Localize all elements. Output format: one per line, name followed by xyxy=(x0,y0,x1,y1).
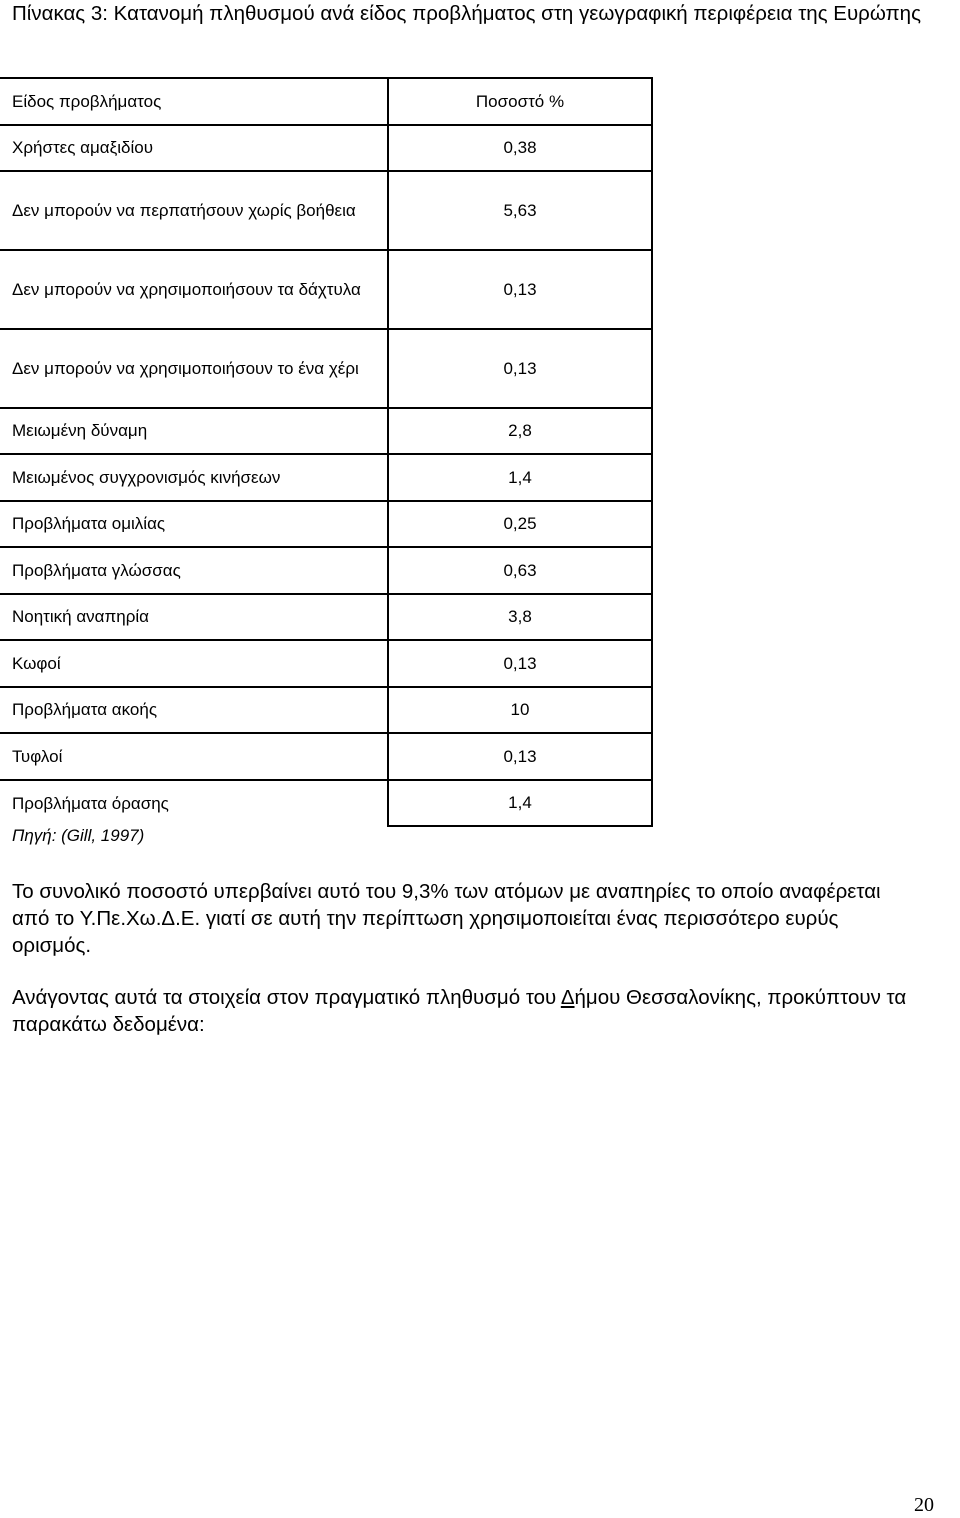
header-percent: Ποσοστό % xyxy=(388,78,652,125)
row-percent: 2,8 xyxy=(388,408,652,454)
table-row xyxy=(0,547,652,594)
row-type: Μειωμένη δύναμη xyxy=(0,408,388,454)
row-type: Κωφοί xyxy=(0,640,388,687)
disability-table xyxy=(0,77,653,827)
table-row xyxy=(0,125,652,171)
table-row xyxy=(0,329,652,408)
row-percent: 0,13 xyxy=(388,733,652,780)
row-percent: 0,13 xyxy=(388,250,652,329)
row-type: Μειωμένος συγχρονισμός κινήσεων xyxy=(0,454,388,501)
table-caption: Πίνακας 3: Κατανομή πληθυσμού ανά είδος προβλήματος στη γεωγραφική περιφέρεια της Ευρώπης xyxy=(12,2,921,25)
row-type: Προβλήματα όρασης xyxy=(0,780,388,826)
row-type: Δεν μπορούν να χρησιμοποιήσουν το ένα χέρι xyxy=(0,329,388,408)
row-type: Δεν μπορούν να χρησιμοποιήσουν τα δάχτυλα xyxy=(0,250,388,329)
table-row xyxy=(0,687,652,733)
paragraph-text-before: Ανάγοντας αυτά τα στοιχεία στον πραγματικό πληθυσμό του xyxy=(12,986,561,1009)
row-type: Προβλήματα γλώσσας xyxy=(0,547,388,594)
table-header-row xyxy=(0,78,652,125)
row-type: Προβλήματα ομιλίας xyxy=(0,501,388,547)
paragraph-text-after: ήμου Θεσσαλονίκης, προκύπτουν τα παρακάτω δεδομένα: xyxy=(12,986,907,1036)
paragraph-text-underlined: Δ xyxy=(560,986,575,1009)
row-percent: 1,4 xyxy=(388,780,652,826)
table-row xyxy=(0,250,652,329)
table-row xyxy=(0,171,652,250)
paragraph-total-note: Το συνολικό ποσοστό υπερβαίνει αυτό του 9,3% των ατόμων με αναπηρίες το οποίο αναφέρεται από το Υ.Πε.Χω.Δ.Ε. γιατί σε αυτή την περίπτωση χρησιμοποιείται ένας περισσότερο ευρύς ορισμός. xyxy=(12,880,881,957)
table-row xyxy=(0,501,652,547)
table-row xyxy=(0,594,652,640)
row-percent: 10 xyxy=(388,687,652,733)
row-percent: 0,63 xyxy=(388,547,652,594)
row-type: Προβλήματα ακοής xyxy=(0,687,388,733)
row-percent: 1,4 xyxy=(388,454,652,501)
row-type: Δεν μπορούν να περπατήσουν χωρίς βοήθεια xyxy=(0,171,388,250)
page-number: 20 xyxy=(914,1494,934,1516)
table-row xyxy=(0,780,652,826)
row-percent: 0,13 xyxy=(388,640,652,687)
table-row xyxy=(0,454,652,501)
row-type: Νοητική αναπηρία xyxy=(0,594,388,640)
row-percent: 0,38 xyxy=(388,125,652,171)
row-percent: 5,63 xyxy=(388,171,652,250)
row-percent: 3,8 xyxy=(388,594,652,640)
table-row xyxy=(0,733,652,780)
row-percent: 0,13 xyxy=(388,329,652,408)
table-source: Πηγή: (Gill, 1997) xyxy=(12,826,145,845)
row-type: Τυφλοί xyxy=(0,733,388,780)
row-type: Χρήστες αμαξιδίου xyxy=(0,125,388,171)
paragraph-thessaloniki xyxy=(12,984,912,1038)
row-percent: 0,25 xyxy=(388,501,652,547)
header-type: Είδος προβλήματος xyxy=(0,78,388,125)
table-row xyxy=(0,408,652,454)
table-row xyxy=(0,640,652,687)
